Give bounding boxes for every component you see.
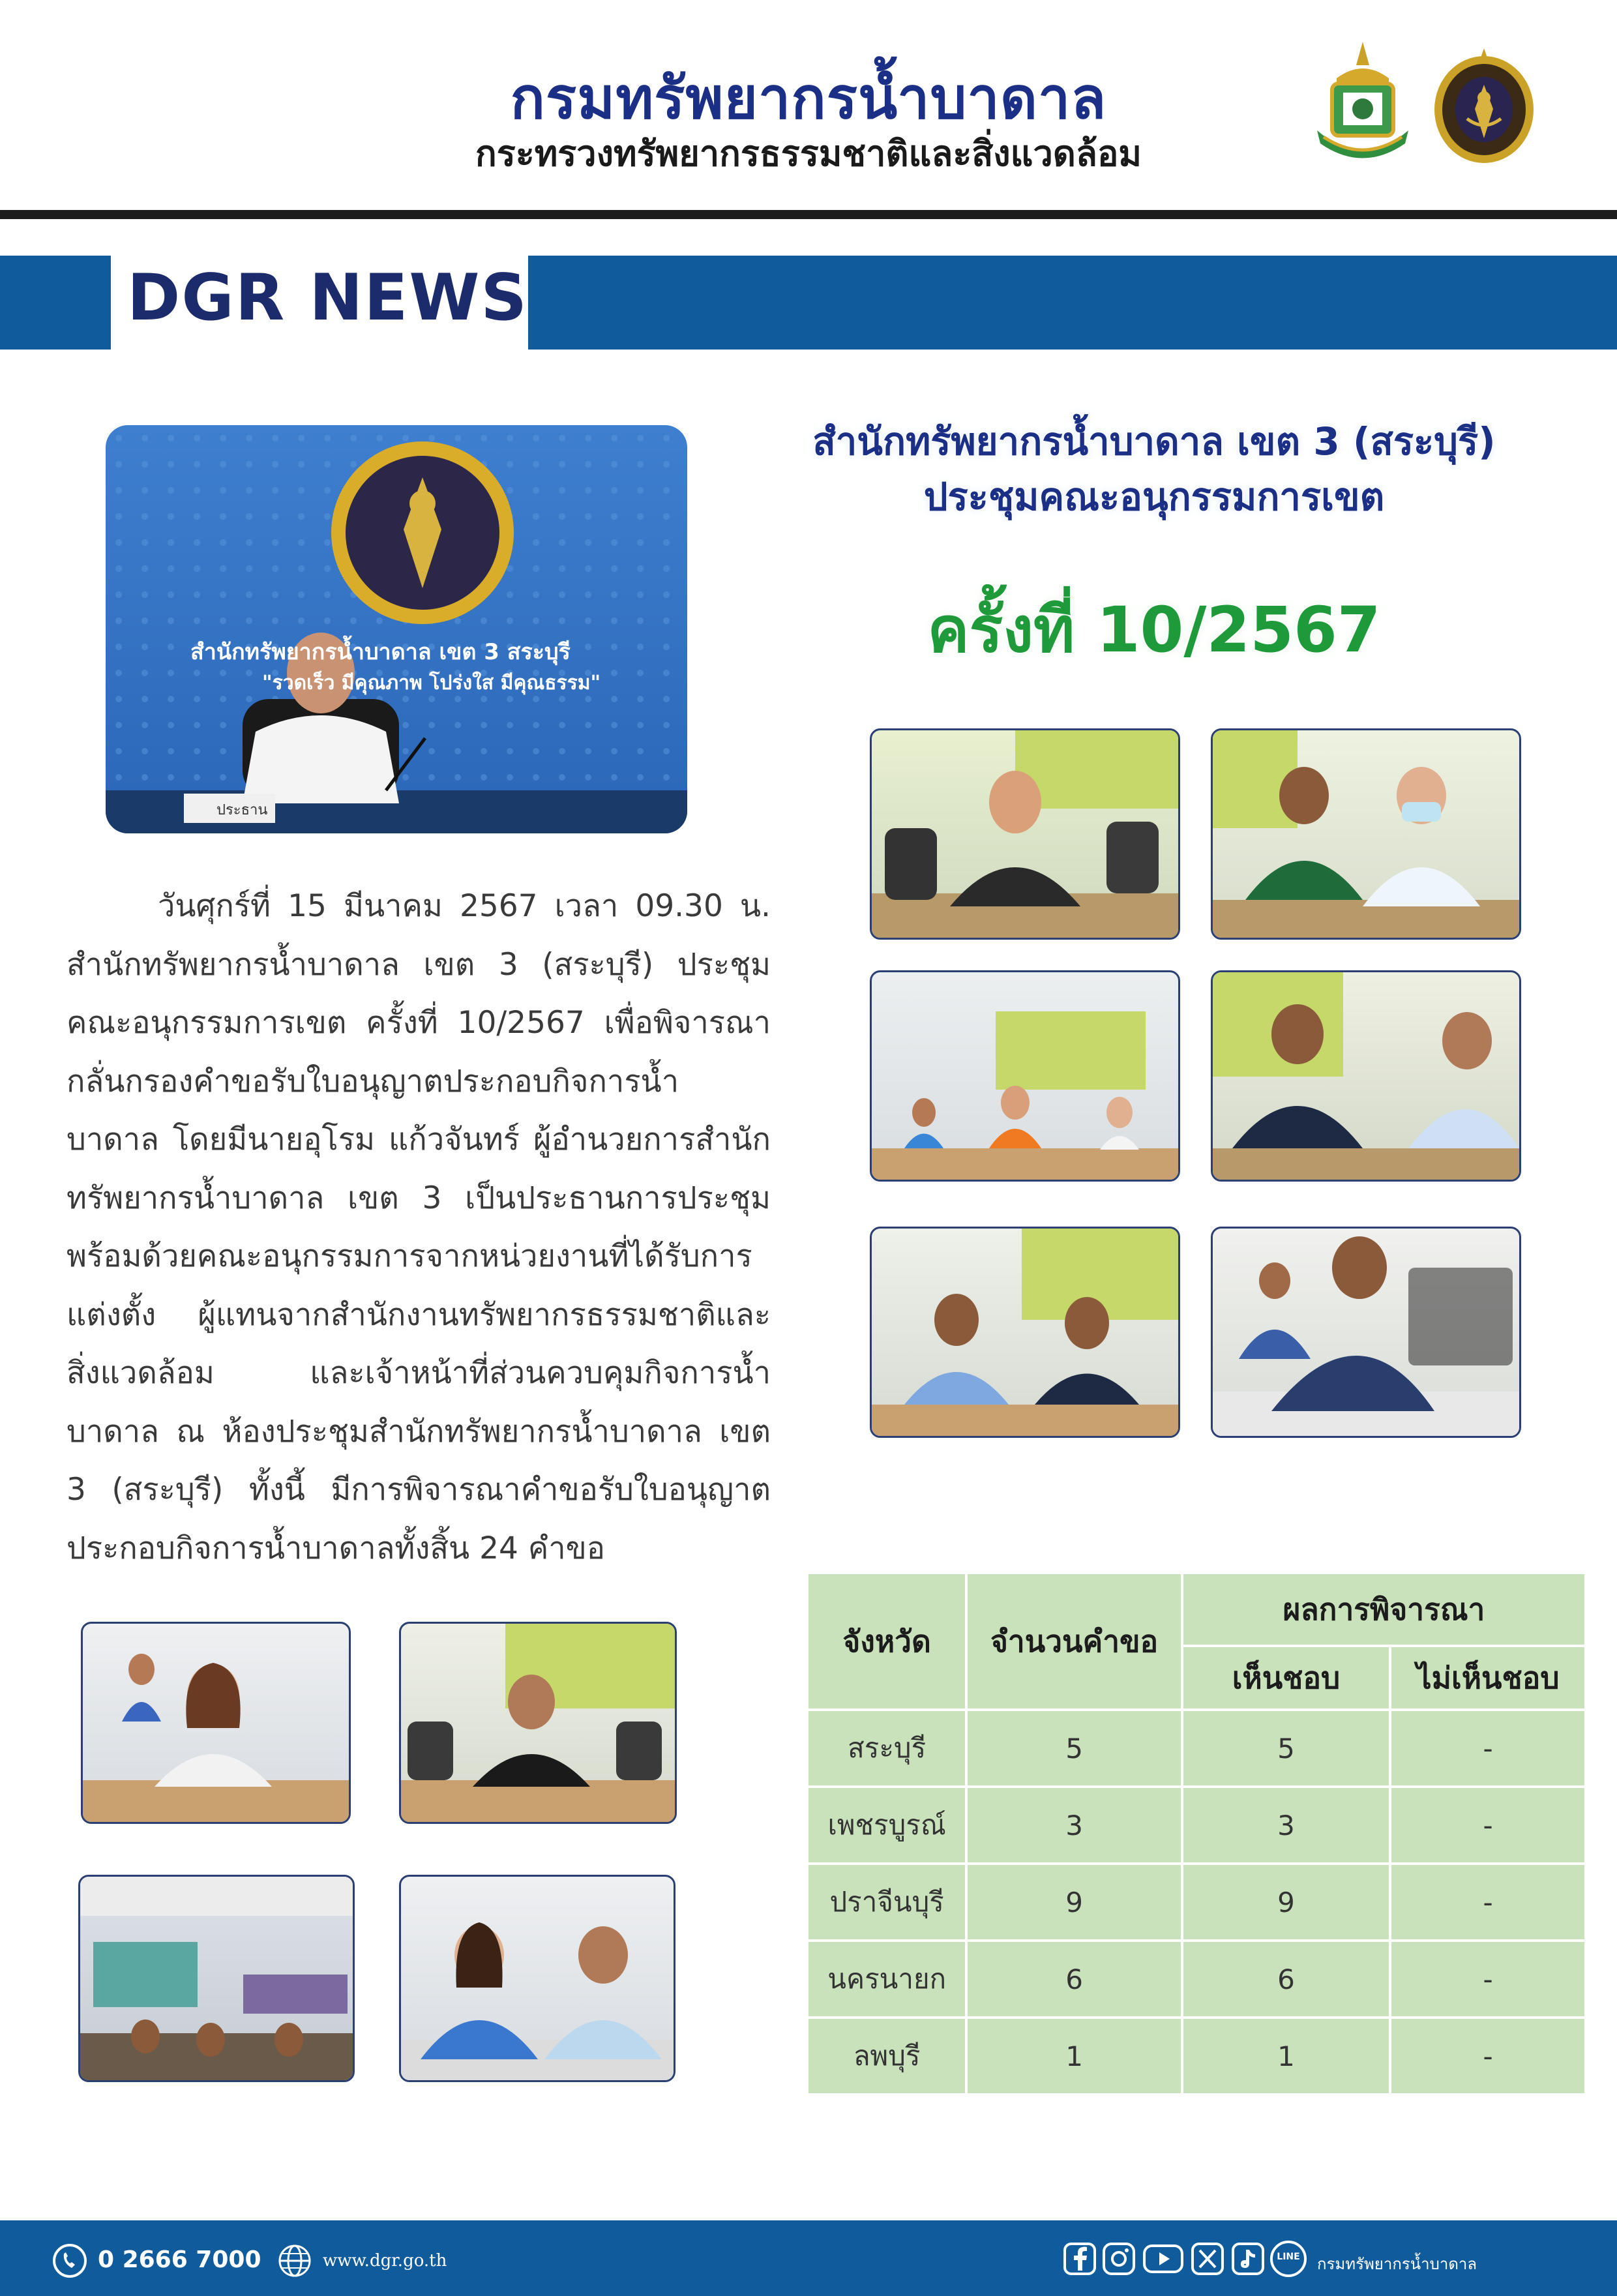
cell-requests: 9 [966, 1864, 1182, 1941]
article-body: วันศุกร์ที่ 15 มีนาคม 2567 เวลา 09.30 น. สำนักทรัพยากรน้ำบาดาล เขต 3 (สระบุรี) ประชุมคณะอนุกรรมการเขต ครั้งที่ 10/2567 เพื่อพิจารณากลั่นกรองคำขอรับใบอนุญาตประกอบกิจการน้ำบาดาล โดยมีนายอุโรม แก้วจันทร์ ผู้อำนวยการสำนักทรัพยากรน้ำบาดาล เขต 3 เป็นประธานการประชุม พร้อมด้วยคณะอนุกรรมการจากหน่วยงานที่ได้รับการแต่งตั้ง ผู้แทนจากสำนักงานทรัพยากรธรรมชาติและสิ่งแวดล้อม และเจ้าหน้าที่ส่วนควบคุมกิจการน้ำบาดาล ณ ห้องประชุมสำนักทรัพยากรน้ำบาดาล เขต 3 (สระบุรี) ทั้งนี้ มีการพิจารณาคำขอรับใบอนุญาตประกอบกิจการน้ำบาดาลทั้งสิ้น 24 คำขอ [67, 888, 771, 1566]
meeting-photo-8 [399, 1622, 677, 1824]
cell-province: นครนายก [807, 1941, 966, 2018]
dgr-seal-icon [1431, 47, 1537, 166]
meeting-photo-5 [870, 1227, 1180, 1438]
headline-office: สำนักทรัพยากรน้ำบาดาล เขต 3 (สระบุรี) [812, 419, 1496, 464]
permit-results-table [806, 1572, 1587, 2096]
facebook-icon[interactable] [1063, 2242, 1097, 2276]
cell-province: เพชรบูรณ์ [807, 1787, 966, 1864]
cell-not-approved: - [1390, 2018, 1586, 2095]
table-row [807, 1941, 1586, 2018]
header-request-count: จำนวนคำขอ [966, 1573, 1182, 1710]
ministry-subtitle: กระทรวงทรัพยากรธรรมชาติและสิ่งแวดล้อม [475, 133, 1142, 174]
cell-approved: 9 [1182, 1864, 1390, 1941]
cell-not-approved: - [1390, 1710, 1586, 1787]
news-banner-label: DGR NEWS [127, 261, 529, 335]
table-row [807, 2018, 1586, 2095]
cell-not-approved: - [1390, 1941, 1586, 2018]
x-icon[interactable] [1191, 2242, 1224, 2276]
table-row [807, 1787, 1586, 1864]
ministry-emblem-icon [1307, 39, 1418, 163]
meeting-photo-2 [1211, 728, 1521, 940]
department-title: กรมทรัพยากรน้ำบาดาล [510, 65, 1107, 132]
table-row [807, 1864, 1586, 1941]
meeting-photo-10 [399, 1875, 675, 2082]
headline-session: ครั้งที่ 10/2567 [927, 593, 1381, 666]
header-not-approved: ไม่เห็นชอบ [1390, 1646, 1586, 1710]
footer-social-label: กรมทรัพยากรน้ำบาดาล [1317, 2255, 1477, 2273]
phone-icon [52, 2243, 87, 2278]
table-row [807, 1710, 1586, 1787]
meeting-photo-3 [870, 970, 1180, 1182]
backdrop-office-text: สำนักทรัพยากรน้ำบาดาล เขต 3 สระบุรี [190, 639, 571, 665]
backdrop-slogan-text: "รวดเร็ว มีคุณภาพ โปร่งใส มีคุณธรรม" [262, 672, 601, 694]
cell-approved: 3 [1182, 1787, 1390, 1864]
meeting-photo-9 [78, 1875, 355, 2082]
cell-not-approved: - [1390, 1787, 1586, 1864]
footer-website[interactable]: www.dgr.go.th [323, 2251, 447, 2271]
cell-province: ลพบุรี [807, 2018, 966, 2095]
header-consideration-result: ผลการพิจารณา [1182, 1573, 1586, 1646]
line-icon[interactable] [1270, 2241, 1307, 2277]
cell-requests: 3 [966, 1787, 1182, 1864]
chairman-nameplate: ประธาน [216, 802, 268, 818]
tiktok-icon[interactable] [1231, 2242, 1265, 2276]
headline-meeting: ประชุมคณะอนุกรรมการเขต [923, 475, 1385, 519]
meeting-photo-4 [1211, 970, 1521, 1182]
banner-bar-right [528, 256, 1617, 350]
header-approved: เห็นชอบ [1182, 1646, 1390, 1710]
cell-approved: 5 [1182, 1710, 1390, 1787]
banner-bar-left [0, 256, 111, 350]
cell-not-approved: - [1390, 1864, 1586, 1941]
line-icon-label: LINE [1277, 2252, 1300, 2262]
cell-province: ปราจีนบุรี [807, 1864, 966, 1941]
meeting-photo-6 [1211, 1227, 1521, 1438]
meeting-photo-7 [81, 1622, 351, 1824]
header-province: จังหวัด [807, 1573, 966, 1710]
footer-phone[interactable]: 0 2666 7000 [98, 2246, 261, 2273]
instagram-icon[interactable] [1102, 2242, 1136, 2276]
main-photo-chairman [106, 425, 687, 833]
cell-approved: 1 [1182, 2018, 1390, 2095]
youtube-icon[interactable] [1142, 2242, 1184, 2276]
cell-requests: 1 [966, 2018, 1182, 2095]
cell-requests: 5 [966, 1710, 1182, 1787]
cell-province: สระบุรี [807, 1710, 966, 1787]
globe-icon [277, 2243, 312, 2278]
cell-requests: 6 [966, 1941, 1182, 2018]
cell-approved: 6 [1182, 1941, 1390, 2018]
header-divider [0, 210, 1617, 219]
meeting-photo-1 [870, 728, 1180, 940]
